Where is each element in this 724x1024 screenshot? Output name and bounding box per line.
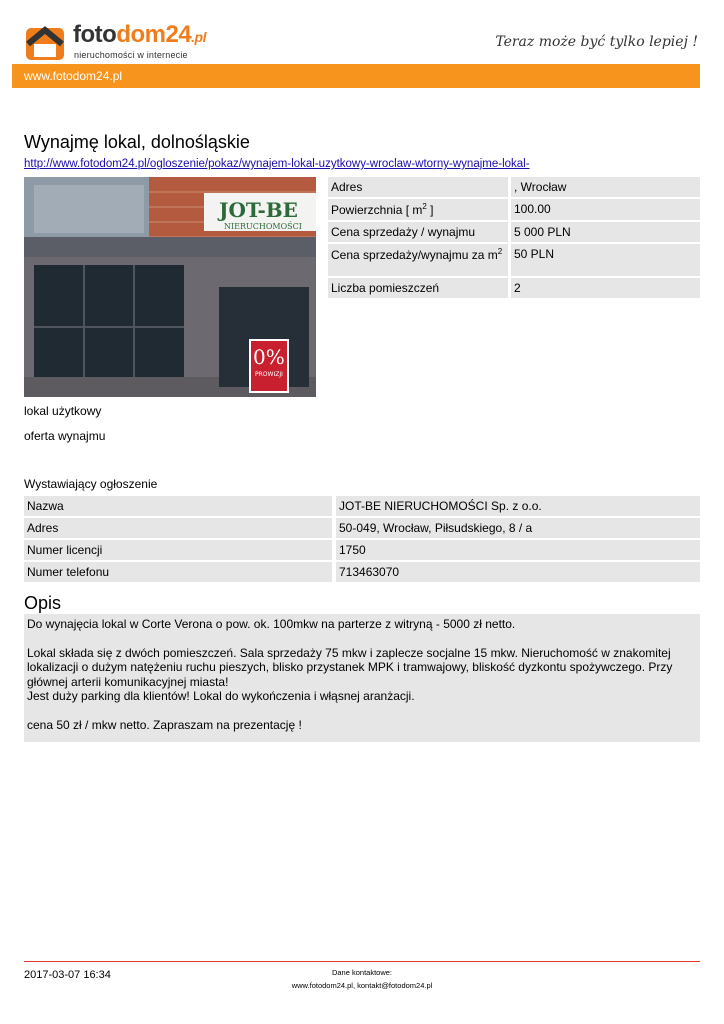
listing-photo[interactable] [24,177,316,397]
agent-label: Nazwa [24,496,332,516]
header [24,22,700,62]
photo-sign-sub: NIERUCHOMOŚCI [224,222,302,231]
description-line: Lokal składa się z dwóch pomieszczeń. Sala sprzedaży 75 mkw i zaplecze socjalne 15 mkw. Nieruchomość w znakomitej lokalizacji o dużym natężeniu ruchu pieszych, blisko przystanek MPK i tramwajowy, bliskość dyzkontu spożywczego. Przy głównej arterii komunikacyjnej miasta! [27,645,673,689]
house-logo-icon [24,22,68,62]
detail-label: Liczba pomieszczeń [328,278,508,298]
details-row-rooms [328,278,700,298]
photo-badge-text: 0% [253,345,285,369]
logo-text: fotodom24.pl [73,21,207,48]
photo-badge-sub: PROWIZJI [255,371,283,378]
detail-value: 50 PLN [511,244,700,276]
footer-divider [24,961,700,962]
storefront-photo [24,177,316,397]
detail-value: , Wrocław [511,177,700,197]
details-row-price-m2 [328,244,700,276]
slogan: Teraz może być tylko lepiej ! [495,34,698,50]
agent-label: Adres [24,518,332,538]
description-line: Do wynajęcia lokal w Corte Verona o pow. ok. 100mkw na parterze z witryną - 5000 zł netto. [27,617,516,631]
logo-tagline: nieruchomości w internecie [74,50,188,60]
agent-value: 713463070 [336,562,700,582]
description-line: cena 50 zł / mkw netto. Zapraszam na prezentację ! [27,717,302,732]
site-bar [12,64,700,88]
description-line: Jest duży parking dla klientów! Lokal do wykończenia i włąsnej aranżacji. [27,689,415,704]
agent-label: Numer telefonu [24,562,332,582]
footer-contact-value[interactable]: www.fotodom24.pl, kontakt@fotodom24.pl [291,981,433,990]
agent-value: 50-049, Wrocław, Piłsudskiego, 8 / a [336,518,700,538]
footer-date: 2017-03-07 16:34 [24,969,111,981]
agent-value: 1750 [336,540,700,560]
listing-title: Wynajmę lokal, dolnośląskie [24,132,250,152]
description-box [24,614,700,742]
photo-sign-text: JOT-BE [219,198,298,222]
details-row-address [328,177,700,197]
detail-label: Cena sprzedaży / wynajmu [328,222,508,242]
listing-url[interactable]: http://www.fotodom24.pl/ogloszenie/pokaz/wynajem-lokal-uzytkowy-wroclaw-wtorny-wynajme-lokal- [24,158,530,170]
detail-label: Cena sprzedaży/wynajmu za $m^2$ [328,244,508,276]
detail-label: Powierzchnia [ $m^2$ ] [328,199,508,220]
agent-row [24,496,700,516]
site-link[interactable]: www.fotodom24.pl [24,69,123,83]
detail-value: 5 000 PLN [511,222,700,242]
logo[interactable] [24,22,224,62]
agent-table [24,496,700,584]
detail-value: 2 [511,278,700,298]
property-type: lokal użytkowy [24,404,102,418]
description-heading: Opis [24,593,62,613]
agent-heading: Wystawiający ogłoszenie [24,477,158,491]
detail-value: 100.00 [511,199,700,220]
details-row-price [328,222,700,242]
footer-contact-label: Dane kontaktowe: [331,968,393,977]
agent-row [24,540,700,560]
agent-row [24,518,700,538]
offer-type: oferta wynajmu [24,429,106,443]
agent-label: Numer licencji [24,540,332,560]
footer-contact [212,966,512,992]
agent-row [24,562,700,582]
details-row-area [328,199,700,220]
detail-label: Adres [328,177,508,197]
agent-value: JOT-BE NIERUCHOMOŚCI Sp. z o.o. [336,496,700,516]
details-table [328,177,700,300]
